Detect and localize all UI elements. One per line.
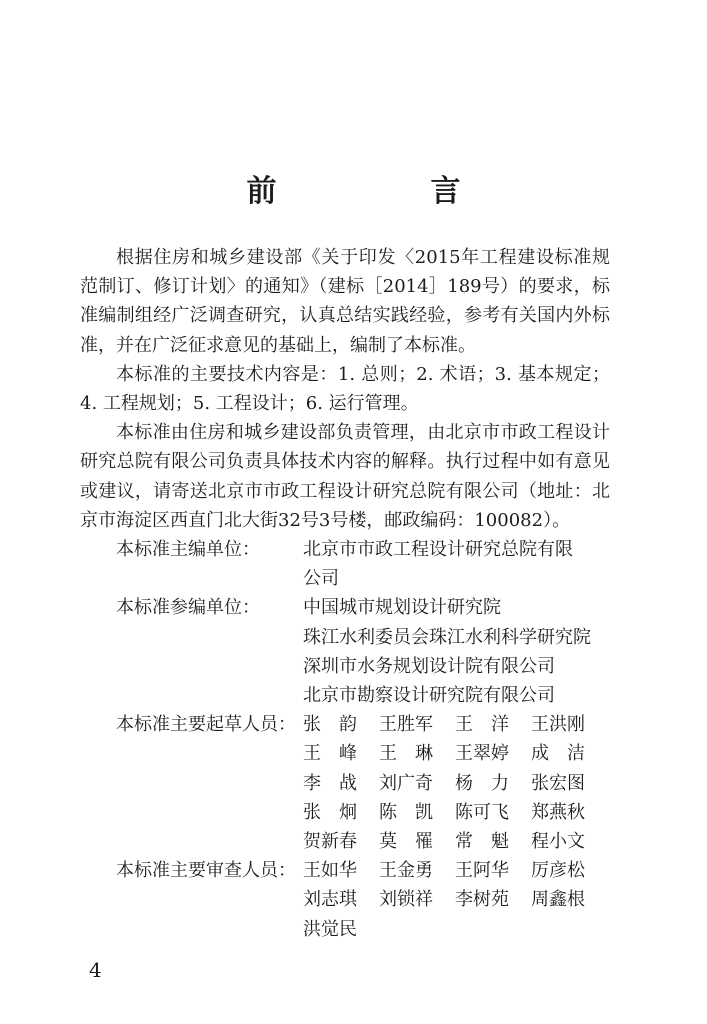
drafter-name: 刘广奇 <box>379 772 433 794</box>
chief-editor-line: 公司 <box>303 568 339 590</box>
drafter-name: 程小文 <box>531 831 585 853</box>
reviewer-name: 王金勇 <box>379 860 433 882</box>
drafter-name: 杨 力 <box>455 772 509 794</box>
drafter-name: 郑燕秋 <box>531 801 585 823</box>
drafter-name: 陈 凯 <box>379 801 433 823</box>
reviewers-list <box>303 856 610 944</box>
reviewer-name: 王如华 <box>303 860 357 882</box>
chief-editor-unit <box>80 535 610 593</box>
reviewer-name: 刘志琪 <box>303 889 357 911</box>
paragraph-contents: 本标准的主要技术内容是：1. 总则；2. 术语；3. 基本规定；4. 工程规划；5. 工程设计；6. 运行管理。 <box>80 363 610 415</box>
chief-editor-label: 本标准主编单位： <box>116 539 260 561</box>
chief-editor-line: 北京市市政工程设计研究总院有限 <box>303 539 573 561</box>
reviewer-name: 李树苑 <box>455 889 509 911</box>
drafter-name: 贺新春 <box>303 831 357 853</box>
participating-units <box>80 593 610 710</box>
drafter-name: 王胜军 <box>379 714 433 736</box>
drafter-name: 王洪刚 <box>531 714 585 736</box>
drafter-name: 王 洋 <box>455 714 509 736</box>
drafter-name: 李 战 <box>303 772 357 794</box>
reviewers-label: 本标准主要审查人员： <box>116 860 296 882</box>
drafter-name: 成 洁 <box>531 743 585 765</box>
participants-label: 本标准参编单位： <box>116 597 260 619</box>
drafter-name: 陈可飞 <box>455 801 509 823</box>
drafters-label: 本标准主要起草人员： <box>116 714 296 736</box>
participant-unit: 深圳市水务规划设计院有限公司 <box>303 655 555 677</box>
document-body <box>80 243 610 944</box>
reviewers-section <box>80 856 610 944</box>
paragraph-background: 根据住房和城乡建设部《关于印发〈2015年工程建设标准规范制订、修订计划〉的通知》（建标［2014］189号）的要求，标准编制组经广泛调查研究，认真总结实践经验，参考有关国内外标准，并在广泛征求意见的基础上，编制了本标准。 <box>80 247 610 356</box>
participant-unit: 珠江水利委员会珠江水利科学研究院 <box>303 626 591 648</box>
reviewer-name: 周鑫根 <box>531 889 585 911</box>
page-title: 前 言 <box>246 174 523 209</box>
participant-unit: 北京市勘察设计研究院有限公司 <box>303 685 555 707</box>
participant-unit: 中国城市规划设计研究院 <box>303 597 501 619</box>
reviewer-name: 刘锁祥 <box>379 889 433 911</box>
drafter-name: 常 魁 <box>455 831 509 853</box>
drafter-name: 王 琳 <box>379 743 433 765</box>
drafter-name: 莫 罹 <box>379 831 433 853</box>
drafters-section <box>80 710 610 856</box>
drafter-name: 王 峰 <box>303 743 357 765</box>
drafter-name: 王翠婷 <box>455 743 509 765</box>
reviewer-name: 厉彦松 <box>531 860 585 882</box>
paragraph-management: 本标准由住房和城乡建设部负责管理，由北京市市政工程设计研究总院有限公司负责具体技术内容的解释。执行过程中如有意见或建议，请寄送北京市市政工程设计研究总院有限公司（地址：北京市海淀区西直门北大街32号3号楼，邮政编码：100082）。 <box>80 422 610 531</box>
chief-editor-values <box>303 535 610 593</box>
drafters-list <box>303 710 610 856</box>
drafter-name: 张宏图 <box>531 772 585 794</box>
drafter-name: 张 韵 <box>303 714 357 736</box>
page-number: 4 <box>89 958 102 982</box>
drafter-name: 张 炯 <box>303 801 357 823</box>
reviewer-name: 洪觉民 <box>303 918 357 940</box>
reviewer-name: 王阿华 <box>455 860 509 882</box>
participants-values <box>303 593 610 710</box>
